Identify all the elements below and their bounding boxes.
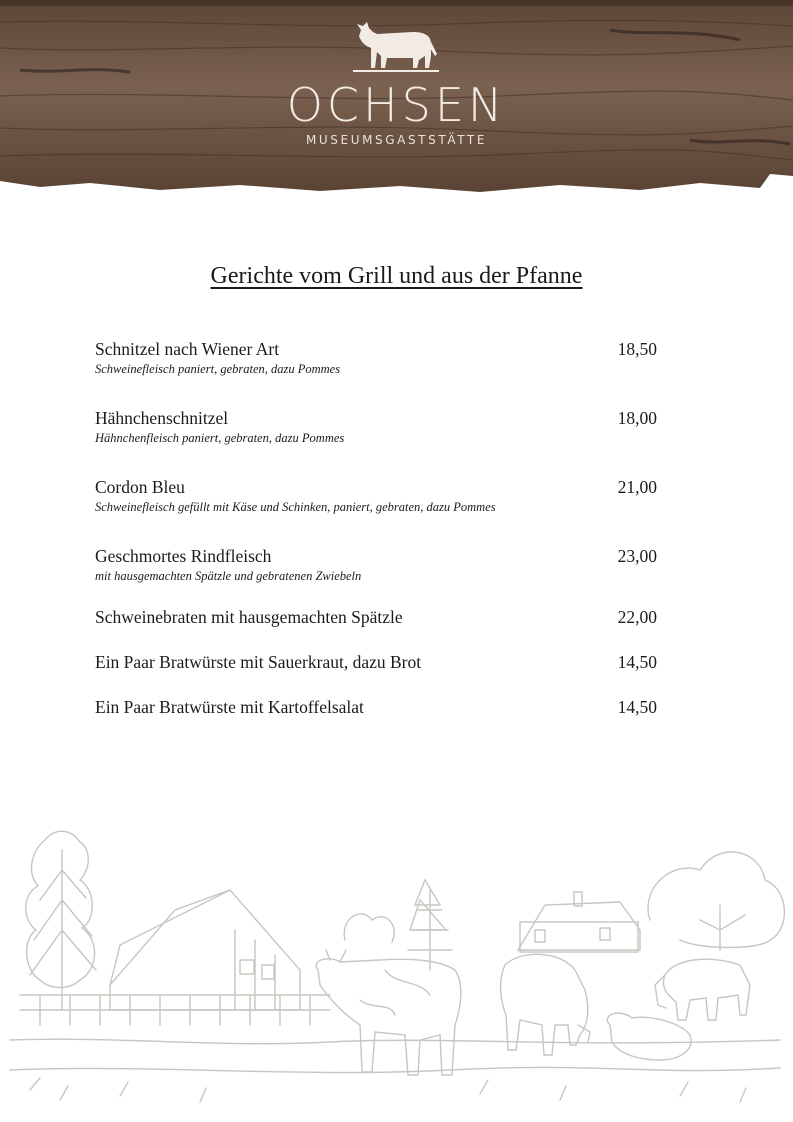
brand-name: OCHSEN	[286, 78, 507, 132]
menu-item-description: mit hausgemachten Spätzle und gebratenen Zwiebeln	[95, 569, 362, 583]
menu-item	[95, 339, 657, 408]
menu-item-name: Geschmortes Rindfleisch	[95, 546, 272, 566]
menu-item-price: 22,00	[617, 607, 657, 627]
menu-item-price: 18,50	[617, 339, 657, 359]
menu-item-description: Hähnchenfleisch paniert, gebraten, dazu Pommes	[95, 431, 345, 445]
menu-item-description: Schweinefleisch paniert, gebraten, dazu Pommes	[95, 362, 341, 376]
menu-item	[95, 477, 657, 546]
brand-subtitle: MUSEUMSGASTSTÄTTE	[305, 133, 488, 147]
wood-header	[0, 0, 793, 200]
menu-item-name: Schweinebraten mit hausgemachten Spätzle	[95, 607, 403, 627]
menu-item	[95, 697, 657, 727]
menu-item-price: 14,50	[617, 652, 657, 672]
menu-item-name: Hähnchenschnitzel	[95, 408, 229, 428]
menu-item-price: 14,50	[617, 697, 657, 717]
menu-item-description: Schweinefleisch gefüllt mit Käse und Schinken, paniert, gebraten, dazu Pommes	[95, 500, 496, 514]
menu-item	[95, 546, 657, 607]
menu-list	[95, 339, 657, 727]
menu-item-price: 21,00	[617, 477, 657, 497]
menu-item-name: Cordon Bleu	[95, 477, 185, 497]
menu-item-price: 18,00	[617, 408, 657, 428]
menu-item	[95, 408, 657, 477]
menu-item	[95, 607, 657, 652]
page-title: Gerichte vom Grill und aus der Pfanne	[210, 263, 583, 289]
menu-item-name: Ein Paar Bratwürste mit Sauerkraut, dazu Brot	[95, 652, 422, 672]
menu-item-price: 23,00	[617, 546, 657, 566]
menu-item	[95, 652, 657, 697]
menu-item-name: Ein Paar Bratwürste mit Kartoffelsalat	[95, 697, 364, 717]
menu-item-name: Schnitzel nach Wiener Art	[95, 339, 280, 359]
farm-sketch-illustration	[0, 810, 793, 1122]
cow-logo-icon	[353, 16, 439, 74]
